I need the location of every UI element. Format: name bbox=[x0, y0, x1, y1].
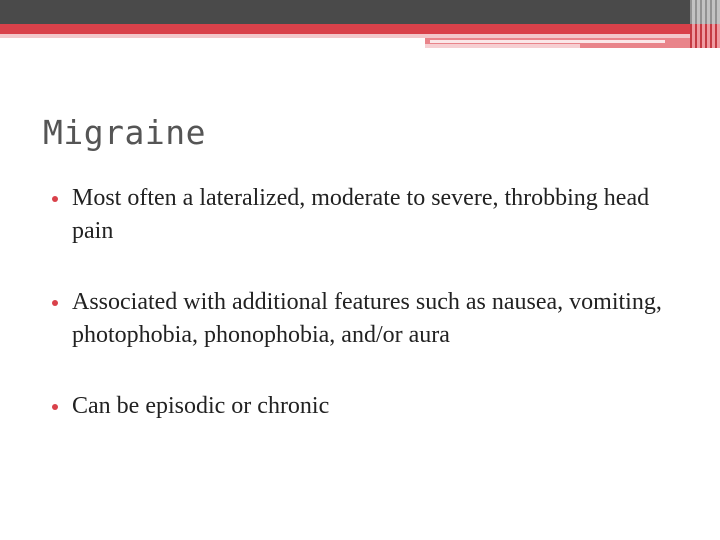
header-stripes-red bbox=[690, 24, 720, 48]
bullet-text: Can be episodic or chronic bbox=[72, 393, 330, 419]
bullet-text: Most often a lateralized, moderate to severe, throbbing head pain bbox=[72, 185, 650, 244]
header-band-red bbox=[0, 24, 720, 34]
header-band-dark bbox=[0, 0, 720, 24]
bullet-item-associated-features bbox=[50, 286, 690, 352]
bullet-dot-icon bbox=[52, 196, 58, 202]
bullet-dot-icon bbox=[52, 404, 58, 410]
bullet-item-episodic bbox=[50, 390, 690, 423]
bullet-item-lateralized bbox=[50, 182, 690, 248]
bullet-text: Associated with additional features such as nausea, vomiting, photophobia, phonophobia, and/or aura bbox=[72, 289, 662, 348]
header-tab-highlight bbox=[430, 40, 665, 43]
bullet-list bbox=[50, 182, 690, 423]
bullet-dot-icon bbox=[52, 300, 58, 306]
header-tab-light bbox=[425, 44, 580, 48]
slide-title: Migraine bbox=[43, 113, 206, 152]
